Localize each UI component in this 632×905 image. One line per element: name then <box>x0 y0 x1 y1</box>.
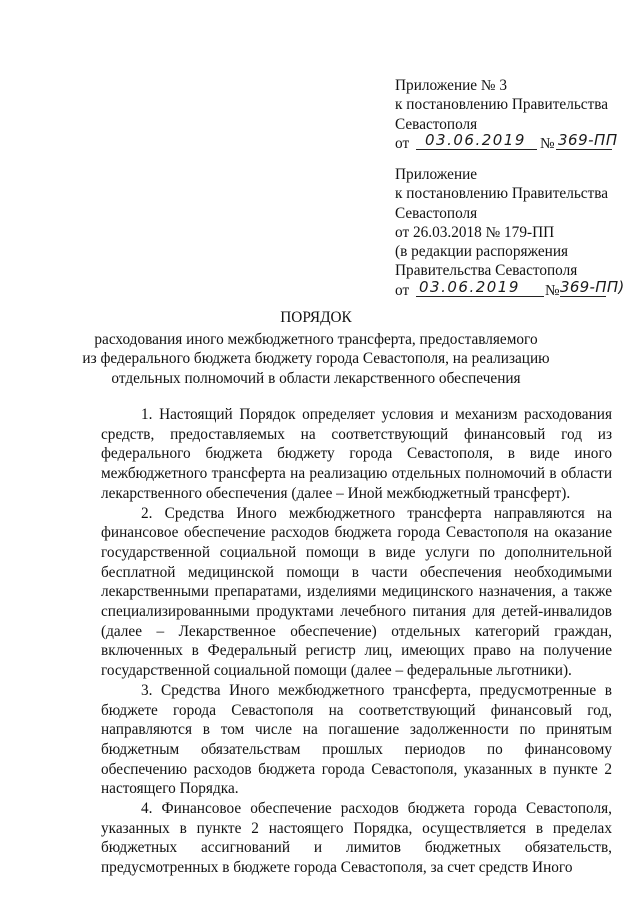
paragraph-4: 4. Финансовое обеспечение расходов бюджета города Севастополя, указанных в пункте 2 настоящего Порядка, осуществляется в пределах бюджетных ассигнований и лимитов бюджетных обязательств, предусмотренных в бюджете города Севастополя, за счет средств Иного <box>101 800 612 877</box>
handwritten-number: 369-ПП) <box>560 277 625 296</box>
date-prefix: от <box>395 134 410 152</box>
appendix-original-line5: (в редакции распоряжения <box>395 243 569 261</box>
appendix-original-line2: к постановлению Правительства <box>395 185 609 203</box>
title-heading: ПОРЯДОК <box>280 309 352 326</box>
paragraph-2: 2. Средства Иного межбюджетного трансферта направляются на финансовое обеспечение расходов бюджета города Севастополя на оказание государственной социальной помощи в виде услуги по дополнительной бесплатной медицинской помощи в части обеспечения необходимыми лекарственными препаратами, изделиями медицинского назначения, а также специализированными продуктами лечебного питания для детей-инвалидов (далее – Лекарственное обеспечение) отдельных категорий граждан, включенных в Федеральный регистр лиц, имеющих право на получение государственной социальной помощи (далее – федеральные льготники). <box>101 504 612 680</box>
appendix-current-line3: Севастополя <box>395 115 478 133</box>
appendix-original-title: Приложение <box>395 166 478 183</box>
appendix-original-line4: от 26.03.2018 № 179-ПП <box>395 223 555 241</box>
paragraph-1: 1. Настоящий Порядок определяет условия и механизм расходования средств, предоставляемых на соответствующий финансовый год из федерального бюджета бюджету города Севастополя, в виде иного межбюджетного трансферта на реализацию отдельных полномочий в области лекарственного обеспечения (далее – Иной межбюджетный трансферт). <box>101 406 612 502</box>
handwritten-date: 03.06.2019 <box>425 130 526 149</box>
appendix-original-line6: Правительства Севастополя <box>395 262 578 280</box>
document-title <box>40 308 592 388</box>
date-prefix: от <box>395 281 410 299</box>
document-body <box>101 405 612 878</box>
title-line-3: отдельных полномочий в области лекарственного обеспечения <box>111 369 521 387</box>
handwritten-number: 369-ПП <box>558 130 618 149</box>
handwritten-date: 03.06.2019 <box>419 277 520 296</box>
appendix-current-block <box>395 76 620 154</box>
title-line-2: из федерального бюджета бюджету города Севастополя, на реализацию <box>82 350 550 367</box>
paragraph-3: 3. Средства Иного межбюджетного трансферта, предусмотренные в бюджете города Севастополя на соответствующий финансовый год, направляются в том числе на погашение задолженности по принятым бюджетным обязательствам прошлых периодов по финансовому обеспечению расходов бюджета города Севастополя, указанных в пункте 2 настоящего Порядка. <box>101 681 612 798</box>
appendix-original-line3: Севастополя <box>395 204 478 222</box>
appendix-original-dateline <box>395 277 625 301</box>
number-prefix: № <box>540 134 555 152</box>
appendix-current-line2: к постановлению Правительства <box>395 96 609 114</box>
appendix-current-title: Приложение № 3 <box>395 77 507 94</box>
title-line-1: расходования иного межбюджетного трансферта, предоставляемого <box>94 330 538 348</box>
appendix-current-dateline <box>395 130 620 154</box>
number-prefix: № <box>545 281 560 299</box>
appendix-original-block <box>395 165 625 301</box>
